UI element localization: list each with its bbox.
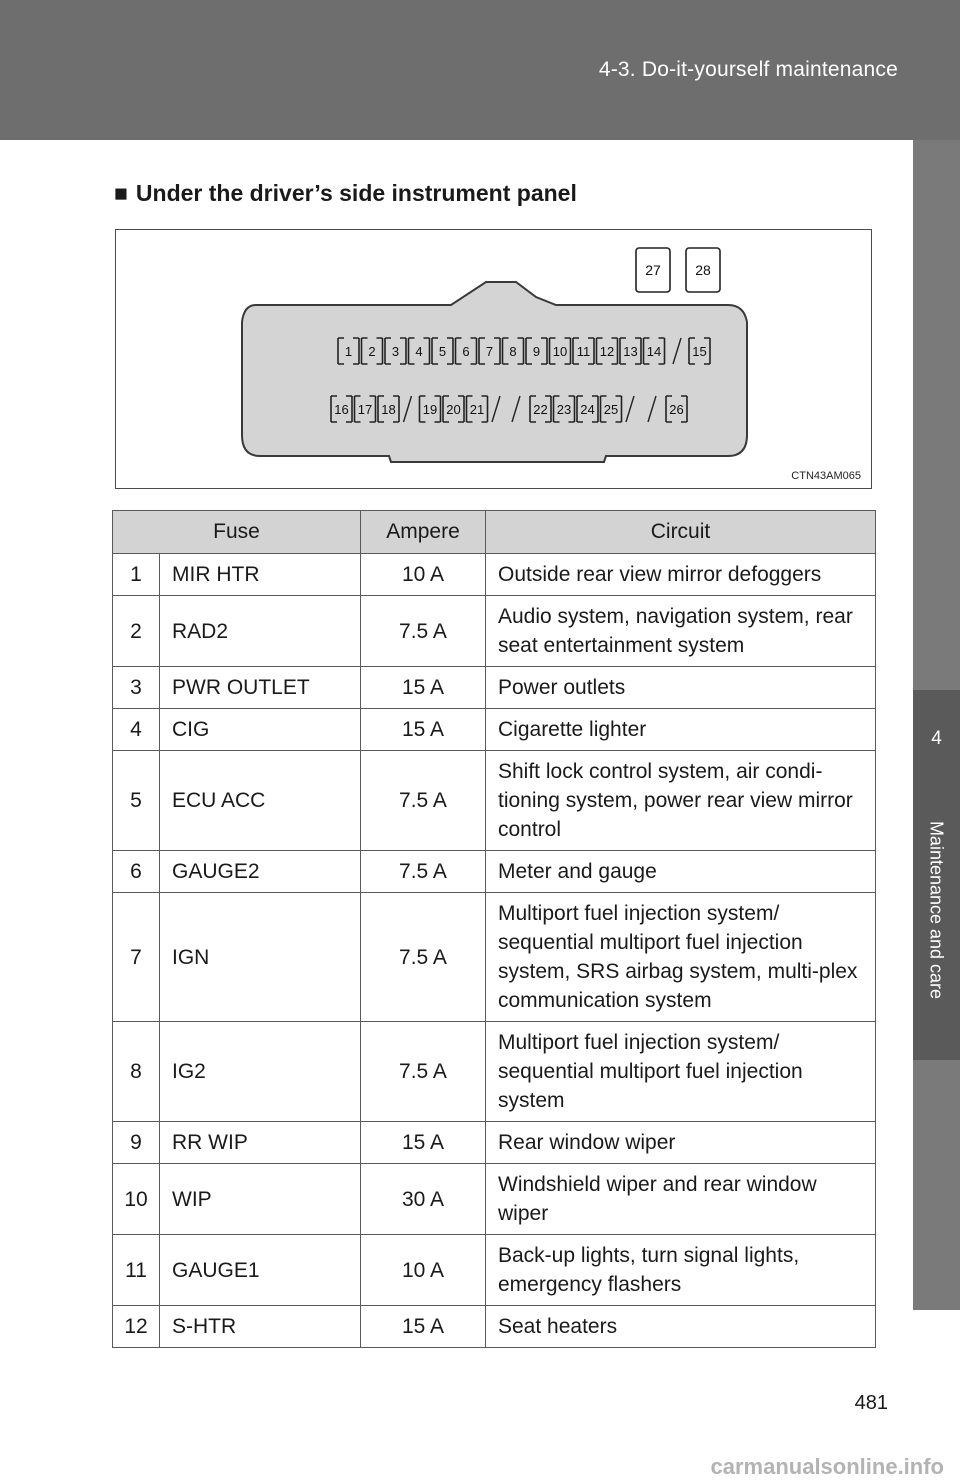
fuse-box-illustration [116, 230, 873, 490]
fuse-slot-label: 12 [599, 344, 615, 359]
fuse-box-body [242, 282, 747, 462]
fuse-slot-label: 4 [415, 344, 423, 359]
fuse-ampere: 15 A [361, 1306, 486, 1348]
table-row [113, 751, 876, 851]
fuse-number: 7 [113, 893, 160, 1022]
fuse-table [112, 510, 876, 1348]
fuse-circuit: Cigarette lighter [486, 709, 876, 751]
fuse-number: 9 [113, 1122, 160, 1164]
watermark-logo: carmanualsonline.info [710, 1454, 944, 1479]
section-breadcrumb: 4-3. Do-it-yourself maintenance [598, 58, 898, 81]
fuse-circuit: Seat heaters [486, 1306, 876, 1348]
fuse-name: IG2 [160, 1022, 361, 1122]
fuse-slot-label: 11 [576, 344, 591, 359]
fuse-name: PWR OUTLET [160, 667, 361, 709]
header-circuit: Circuit [486, 511, 876, 554]
fuse-ampere: 15 A [361, 1122, 486, 1164]
fuse-number: 10 [113, 1164, 160, 1235]
table-row [113, 893, 876, 1022]
table-header-row [113, 511, 876, 554]
fuse-slot-label: 1 [344, 344, 353, 359]
fuse-slot-label: 19 [422, 402, 438, 417]
relay-slot [686, 248, 720, 292]
section-heading-text: Under the driver’s side instrument panel [135, 180, 577, 206]
fuse-circuit: Back-up lights, turn signal lights, emergency flashers [486, 1235, 876, 1306]
fuse-circuit: Rear window wiper [486, 1122, 876, 1164]
fuse-ampere: 7.5 A [361, 893, 486, 1022]
fuse-slot-label: 13 [623, 344, 638, 359]
fuse-name: IGN [160, 893, 361, 1022]
fuse-circuit: Outside rear view mirror defoggers [486, 554, 876, 596]
fuse-name: WIP [160, 1164, 361, 1235]
square-bullet-icon: ■ [114, 180, 128, 206]
fuse-slot-label: 23 [556, 402, 572, 417]
fuse-ampere: 30 A [361, 1164, 486, 1235]
header-fuse: Fuse [113, 511, 361, 554]
fuse-slot-label: 26 [669, 402, 684, 417]
fuse-number: 1 [113, 554, 160, 596]
fuse-slot-label: 22 [533, 402, 548, 417]
fuse-number: 2 [113, 596, 160, 667]
fuse-number: 8 [113, 1022, 160, 1122]
fuse-slot-label: 16 [334, 402, 349, 417]
fuse-number: 5 [113, 751, 160, 851]
fuse-number: 6 [113, 851, 160, 893]
fuse-slot-label: 17 [357, 402, 373, 417]
table-row [113, 1164, 876, 1235]
fuse-circuit: Shift lock control system, air condi-tioning system, power rear view mirror control [486, 751, 876, 851]
fuse-ampere: 7.5 A [361, 596, 486, 667]
table-row [113, 596, 876, 667]
fuse-ampere: 7.5 A [361, 1022, 486, 1122]
fuse-name: RAD2 [160, 596, 361, 667]
fuse-slot-label: 3 [391, 344, 400, 359]
table-row [113, 1235, 876, 1306]
fuse-name: ECU ACC [160, 751, 361, 851]
fuse-circuit: Multiport fuel injection system/ sequential multiport fuel injection system [486, 1022, 876, 1122]
figure-code: CTN43AM065 [791, 470, 861, 482]
fuse-slot-label: 24 [580, 402, 595, 417]
fuse-name: MIR HTR [160, 554, 361, 596]
fuse-slot-label: 8 [509, 344, 517, 359]
fuse-slot-label: 2 [368, 344, 376, 359]
fuse-number: 4 [113, 709, 160, 751]
fuse-slot-label: 5 [438, 344, 447, 359]
fuse-circuit: Meter and gauge [486, 851, 876, 893]
relay-slot [636, 248, 670, 292]
page-number: 481 [854, 1392, 888, 1414]
header-ampere: Ampere [361, 511, 486, 554]
fuse-name: GAUGE2 [160, 851, 361, 893]
fuse-slot-label: 15 [692, 344, 707, 359]
fuse-circuit: Power outlets [486, 667, 876, 709]
fuse-name: RR WIP [160, 1122, 361, 1164]
fuse-box-diagram [115, 229, 872, 489]
fuse-circuit: Audio system, navigation system, rear seat entertainment system [486, 596, 876, 667]
table-row [113, 1022, 876, 1122]
relay-label: 27 [645, 262, 661, 278]
fuse-ampere: 10 A [361, 554, 486, 596]
section-heading [114, 180, 577, 207]
relay-row [636, 248, 720, 292]
header-band [0, 0, 960, 140]
fuse-slot-label: 14 [646, 344, 662, 359]
fuse-ampere: 15 A [361, 709, 486, 751]
fuse-slot-label: 6 [462, 344, 470, 359]
table-row [113, 1122, 876, 1164]
fuse-number: 11 [113, 1235, 160, 1306]
fuse-circuit: Multiport fuel injection system/ sequential multiport fuel injection system, SRS airbag system, multi-plex communication system [486, 893, 876, 1022]
fuse-slot-label: 10 [552, 344, 568, 359]
table-row [113, 709, 876, 751]
table-row [113, 667, 876, 709]
fuse-name: S-HTR [160, 1306, 361, 1348]
relay-label: 28 [695, 262, 711, 278]
fuse-number: 3 [113, 667, 160, 709]
chapter-label: Maintenance and care [926, 820, 947, 1000]
fuse-slot-label: 7 [485, 344, 494, 359]
fuse-number: 12 [113, 1306, 160, 1348]
fuse-slot-label: 25 [603, 402, 619, 417]
chapter-number: 4 [931, 728, 942, 749]
fuse-slot-label: 18 [381, 402, 396, 417]
fuse-name: CIG [160, 709, 361, 751]
fuse-circuit: Windshield wiper and rear window wiper [486, 1164, 876, 1235]
table-row [113, 554, 876, 596]
fuse-ampere: 10 A [361, 1235, 486, 1306]
fuse-slot-label: 20 [446, 402, 461, 417]
table-row [113, 1306, 876, 1348]
fuse-name: GAUGE1 [160, 1235, 361, 1306]
table-row [113, 851, 876, 893]
fuse-ampere: 7.5 A [361, 851, 486, 893]
fuse-slot-label: 9 [532, 344, 541, 359]
fuse-ampere: 7.5 A [361, 751, 486, 851]
fuse-ampere: 15 A [361, 667, 486, 709]
fuse-slot-label: 21 [469, 402, 485, 417]
